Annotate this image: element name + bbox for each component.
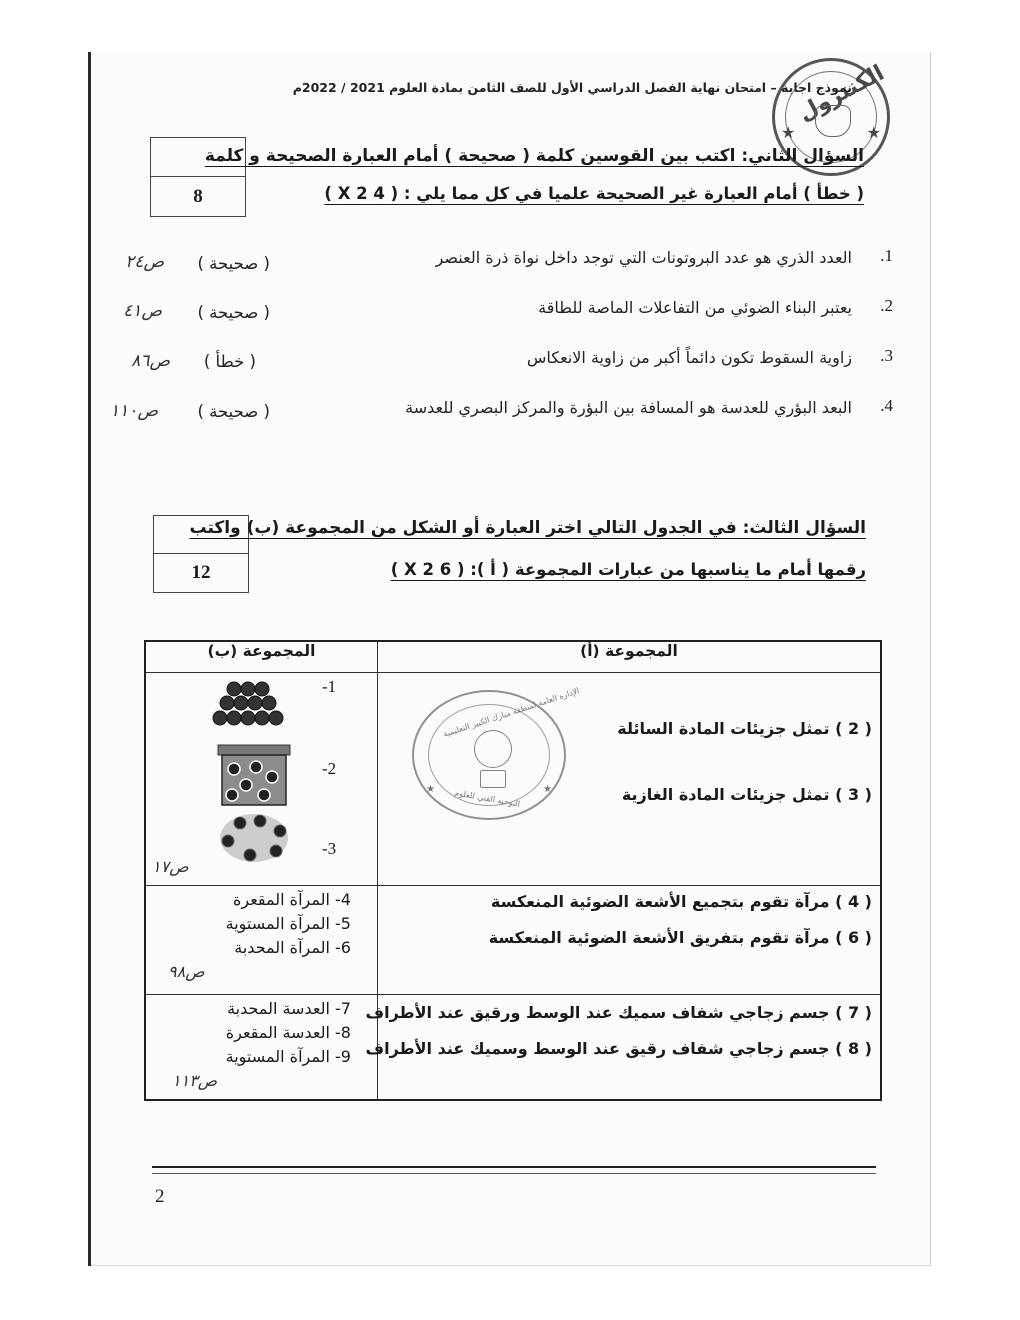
group-a-item: ( 7 ) جسم زجاجي شفاف سميك عند الوسط ورقيق عند الأطراف [365,1003,872,1022]
group-b-header: المجموعة (ب) [145,641,377,673]
q2-item-answer: ( صحيحة ) [197,254,270,273]
q2-item-number: 3. [880,346,893,365]
q2-item-number: 2. [880,296,893,315]
stamp-text-bottom: التوجيه الفني للعلوم [453,788,521,809]
page-number: 2 [155,1186,165,1207]
star-icon: ★ [543,784,552,795]
group-b-item: 4- المرآة المقعرة [233,890,351,909]
page-ref: ص٩٨ [168,962,205,981]
page-ref: ص١١٠ [110,401,158,420]
q2-item-text: زاوية السقوط تكون دائماً أكبر من زاوية الانعكاس [526,348,852,367]
group-a-cell [377,886,881,995]
q2-item-number: 4. [880,396,893,415]
page-ref: ص٨٦ [131,351,170,370]
gas-particles-icon [216,811,296,865]
stamp-word: الكنترول [794,60,889,127]
q2-score: 8 [193,185,203,207]
group-a-item: ( 2 ) تمثل جزيئات المادة السائلة [617,719,872,738]
page-ref: ص١٧ [152,857,189,876]
star-icon: ★ [781,123,796,142]
q3-title-line2: رقمها أمام ما يناسبها من عبارات المجموعة ( أ ): ( 6 X 2 ) [390,560,866,579]
emblem-icon [815,105,851,137]
group-b-item: 6- المرآة المحدبة [234,938,351,957]
group-b-item: 9- المرآة المستوية [225,1047,351,1066]
group-a-item: ( 6 ) مرآة تقوم بتفريق الأشعة الضوئية المنعكسة [488,928,872,947]
group-a-item: ( 3 ) تمثل جزيئات المادة الغازية [621,785,872,804]
footer-rule [152,1173,876,1174]
q2-item-text: العدد الذري هو عدد البروتونات التي توجد داخل نواة ذرة العنصر [435,248,852,267]
department-stamp [412,686,581,820]
star-icon: ★ [866,123,881,142]
page-ref: ص٢٤ [125,252,164,271]
group-b-cell [145,995,377,1101]
star-icon: ★ [426,784,435,795]
page-ref: ص٤١ [123,301,162,320]
liquid-particles-icon [216,743,292,809]
group-b-label: -1 [322,677,337,696]
group-b-label: -2 [322,759,337,778]
group-b-item: 5- المرآة المستوية [225,914,351,933]
solid-particles-icon [212,681,292,733]
q3-title-line1: السؤال الثالث: في الجدول التالي اختر العبارة أو الشكل من المجموعة (ب) واكتب [189,518,866,538]
stamp-text-top: الإدارة العامة لمنطقة مبارك الكبير التعليمية [442,686,581,739]
q2-item-text: البعد البؤري للعدسة هو المسافة بين البؤرة والمركز البصري للعدسة [405,398,852,417]
q2-title-line1: السؤال الثاني: اكتب بين القوسين كلمة ( صحيحة ) أمام العبارة الصحيحة و كلمة [204,146,864,166]
group-b-label: -3 [322,839,337,858]
q2-title-line2: ( خطأ ) أمام العبارة غير الصحيحة علميا في كل مما يلي : ( 4 X 2 ) [324,184,864,203]
q3-score: 12 [191,562,211,583]
group-b-cell [145,886,377,995]
q2-item-answer: ( خطأ ) [203,352,256,371]
group-a-cell [365,995,881,1101]
group-b-item: 7- العدسة المحدبة [227,999,351,1018]
group-a-item: ( 8 ) جسم زجاجي شفاف رقيق عند الوسط وسميك عند الأطراف [365,1039,872,1058]
group-b-cell [145,673,377,886]
q2-item-text: يعتبر البناء الضوئي من التفاعلات الماصة للطاقة [538,298,852,317]
group-b-item: 8- العدسة المقعرة [225,1023,351,1042]
q2-item-answer: ( صحيحة ) [197,402,270,421]
footer-rule [152,1166,876,1168]
emblem-icon [474,730,512,768]
q2-item-number: 1. [880,246,893,265]
q2-item-answer: ( صحيحة ) [197,303,270,322]
exam-header: نموذج اجابة – امتحان نهاية الفصل الدراسي الأول للصف الثامن بمادة العلوم 2021 / 2022م [292,80,852,95]
page-ref: ص١١٣ [172,1071,218,1090]
book-icon [480,770,506,788]
group-a-header: المجموعة (أ) [377,641,881,673]
group-a-item: ( 4 ) مرآة تقوم بتجميع الأشعة الضوئية المنعكسة [490,892,872,911]
